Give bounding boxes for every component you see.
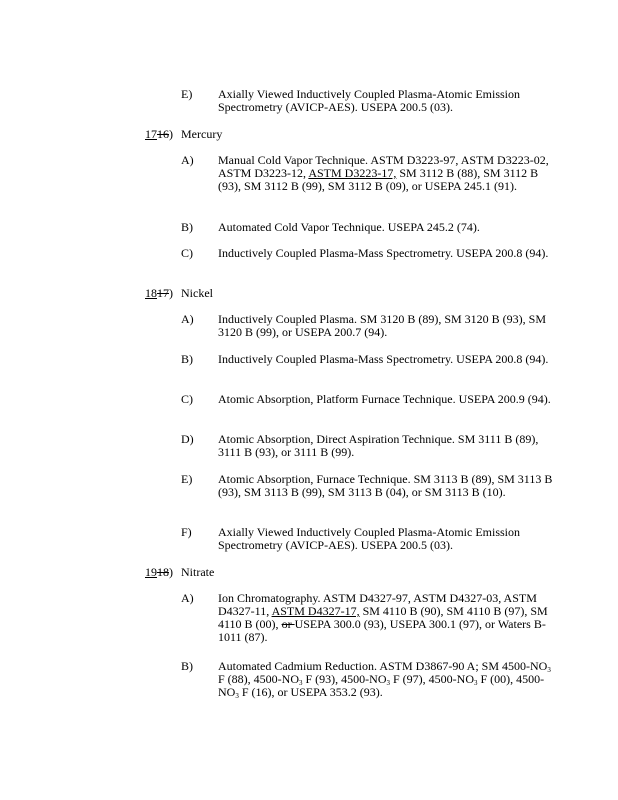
nitrate-a-text	[218, 592, 558, 644]
nitrate-b-text	[218, 660, 558, 699]
text-run: SM 4110 B (90), SM 4110 B (97), SM 4110 B (00),	[218, 604, 548, 631]
item-text: Atomic Absorption, Platform Furnace Technique. USEPA 200.9 (94).	[218, 392, 551, 406]
item-text: Atomic Absorption, Direct Aspiration Technique. SM 3111 B (89), 3111 B (93), or 3111 B (99).	[218, 432, 539, 459]
subscript: 3	[235, 692, 239, 700]
item-letter: D)	[181, 432, 194, 446]
text-run: SM 3112 B (88), SM 3112 B (93), SM 3112 B (99), SM 3112 B (09), or USEPA 245.1 (91).	[218, 166, 539, 193]
section-number-mercury	[145, 128, 173, 141]
deleted-number: 16	[157, 127, 169, 141]
subscript: 3	[299, 679, 303, 687]
inserted-number: 17	[145, 127, 157, 141]
text-run: F (00), 4500-NO	[218, 672, 545, 699]
item-letter: C)	[181, 246, 193, 260]
item-text: Axially Viewed Inductively Coupled Plasma-Atomic Emission Spectrometry (AVICP-AES). USEPA 200.5 (03).	[218, 525, 521, 552]
text-run: USEPA 300.0 (93), USEPA 300.1 (97), or Waters B-1011 (87).	[218, 617, 546, 644]
item-letter: F)	[181, 525, 192, 539]
inserted-number: 18	[145, 286, 157, 300]
deleted-number: 17	[157, 286, 169, 300]
inserted-text: ASTM D4327-17,	[271, 604, 360, 618]
section-title-nickel: Nickel	[181, 286, 213, 300]
section-title-mercury: Mercury	[181, 127, 223, 141]
item-letter: A)	[181, 312, 194, 326]
subscript: 3	[547, 666, 551, 674]
number-paren: )	[169, 127, 173, 141]
item-letter: B)	[181, 352, 193, 366]
item-letter: E)	[181, 87, 193, 101]
item-letter: E)	[181, 472, 193, 486]
item-letter: A)	[181, 153, 194, 167]
item-letter: B)	[181, 659, 193, 673]
text-run: Manual Cold Vapor Technique. ASTM D3223-97, ASTM D3223-02, ASTM D3223-12,	[218, 153, 549, 180]
item-text: Automated Cold Vapor Technique. USEPA 245.2 (74).	[218, 220, 480, 234]
text-run: Ion Chromatography. ASTM D4327-97, ASTM D4327-03, ASTM D4327-11,	[218, 591, 537, 618]
item-letter: A)	[181, 591, 194, 605]
text-run: F (97), 4500-NO	[390, 672, 474, 686]
item-text: Inductively Coupled Plasma-Mass Spectrometry. USEPA 200.8 (94).	[218, 352, 549, 366]
item-letter: C)	[181, 392, 193, 406]
inserted-number: 19	[145, 565, 157, 579]
subscript: 3	[474, 679, 478, 687]
inserted-text: ASTM D3223-17,	[308, 166, 397, 180]
mercury-a-text	[218, 154, 558, 193]
subscript: 3	[386, 679, 390, 687]
deleted-number: 18	[157, 565, 169, 579]
text-run: F (88), 4500-NO	[218, 672, 299, 686]
text-run: F (16), or USEPA 353.2 (93).	[238, 685, 383, 699]
item-text: Atomic Absorption, Furnace Technique. SM 3113 B (89), SM 3113 B (93), SM 3113 B (99), SM 3113 B (04), or SM 3113 B (10).	[218, 472, 553, 499]
text-run: F (93), 4500-NO	[302, 672, 387, 686]
section-number-nitrate	[145, 566, 173, 579]
item-text: Inductively Coupled Plasma-Mass Spectrometry. USEPA 200.8 (94).	[218, 246, 549, 260]
number-paren: )	[169, 565, 173, 579]
number-paren: )	[169, 286, 173, 300]
item-letter: B)	[181, 220, 193, 234]
item-text: Inductively Coupled Plasma. SM 3120 B (89), SM 3120 B (93), SM 3120 B (99), or USEPA 200.7 (94).	[218, 312, 547, 339]
text-run: Automated Cadmium Reduction. ASTM D3867-90 A; SM 4500-NO	[218, 659, 548, 673]
section-title-nitrate: Nitrate	[181, 565, 215, 579]
section-number-nickel	[145, 287, 173, 300]
item-text: Axially Viewed Inductively Coupled Plasma-Atomic Emission Spectrometry (AVICP-AES). USEPA 200.5 (03).	[218, 87, 521, 114]
deleted-text: or	[281, 617, 295, 631]
